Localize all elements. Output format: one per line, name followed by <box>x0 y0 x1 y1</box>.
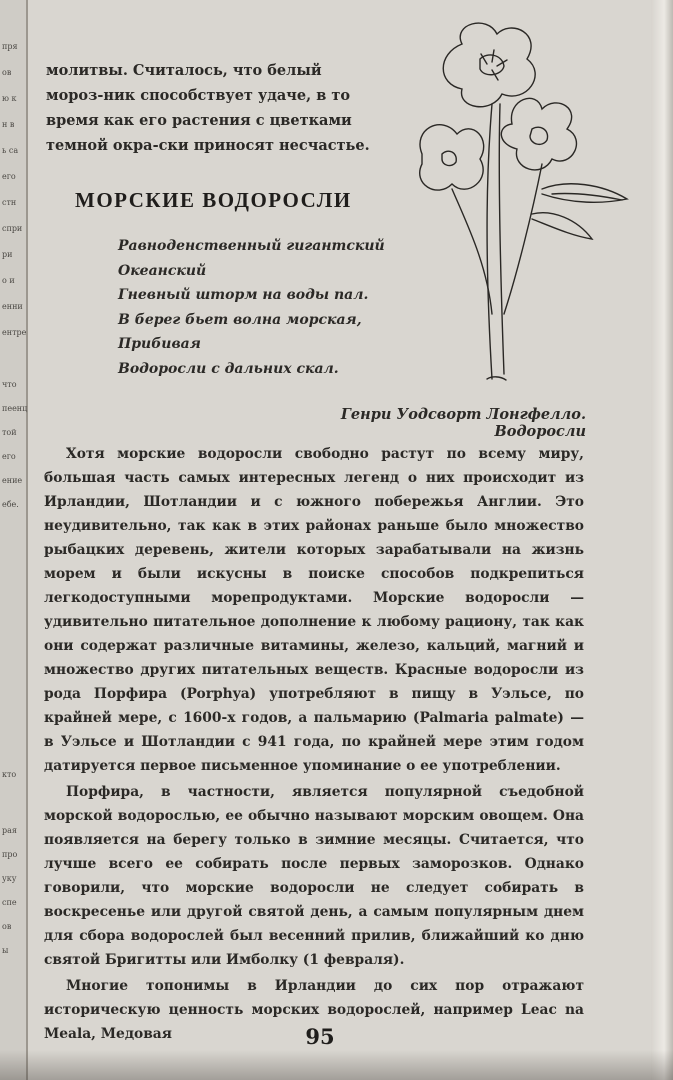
poem-line: Океанский <box>118 262 207 279</box>
poem-attribution: Генри Уодсворт Лонгфелло. Водоросли <box>340 406 586 440</box>
intro-paragraph: молитвы. Считалось, что белый мороз-ник способствует удаче, в то время как его растения с цветками темной окра-ски приносят несчастье. <box>46 62 370 154</box>
facing-page-fragment: спри <box>2 224 23 233</box>
section-title: МОРСКИЕ ВОДОРОСЛИ <box>75 188 352 212</box>
poem-line: В берег бьет волна морская, <box>118 311 362 328</box>
facing-page-edge <box>0 0 28 1080</box>
paragraph: Хотя морские водоросли свободно растут по всему миру, большая часть самых интересных легенд о них происходит из Ирландии, Шотландии и с южного побережья Англии. Это неудивительно, так как в этих районах раньше было множество рыбацких деревень, жители которых зарабатывали на жизнь морем и были искусны в поиске способов подкрепиться легкодоступными морепродуктами. Морские водоросли — удивительно питательное дополнение к любому рациону, так как они содержат различные витамины, железо, кальций, магний и множество других питательных веществ. Красные водоросли из рода Порфира (Porphya) употребляют в пищу в Уэльсе, по крайней мере, с 1600-х годов, а пальмарию (Palmaria palmate) — в Уэльсе и Шотландии с 941 года, по крайней мере этим годом датируется первое письменное упоминание о ее употреблении. <box>44 446 584 774</box>
facing-page-fragment: пеенц <box>2 404 28 413</box>
facing-page-fragment: ь са <box>2 146 19 155</box>
page-shadow <box>0 1050 673 1080</box>
poem-line: Равноденственный гигантский <box>118 238 385 254</box>
paragraph: Многие топонимы в Ирландии до сих пор отражают историческую ценность морских водорослей, например Leac na Meala, Медовая <box>44 978 584 1042</box>
facing-page-fragment: той <box>2 428 17 437</box>
facing-page-fragment: енни <box>2 302 23 311</box>
poem-line: Прибивая <box>118 336 201 352</box>
facing-page-fragment: ентре <box>2 328 27 337</box>
facing-page-fragment: ов <box>2 68 12 77</box>
facing-page-fragment: про <box>2 850 18 859</box>
poem-line: Гневный шторм на воды пал. <box>118 287 369 303</box>
facing-page-fragment: ебе. <box>2 500 19 509</box>
facing-page-fragment: спе <box>2 898 17 907</box>
facing-page-fragment: рая <box>2 826 17 835</box>
paragraph: Порфира, в частности, является популярной съедобной морской водорослью, ее обычно называют морским овощем. Она появляется на берегу только в зимние месяцы. Считается, что лучше всего ее собирать после первых заморозков. Однако говорили, что морские водоросли не следует собирать в воскресенье или другой святой день, а самым популярным днем для сбора водорослей был весенний прилив, ближайший ко дню святой Бригитты или Имболку (1 февраля). <box>44 784 584 968</box>
facing-page-fragment: о и <box>2 276 15 285</box>
facing-page-fragment: стн <box>2 198 17 207</box>
facing-page-fragment: кто <box>2 770 17 779</box>
facing-page-fragment: что <box>2 380 17 389</box>
page-edge <box>651 0 673 1080</box>
page-number: 95 <box>305 1024 335 1049</box>
facing-page-fragment: его <box>2 452 16 461</box>
facing-page-fragment: пря <box>2 42 18 51</box>
facing-page-fragment: ю к <box>2 94 17 103</box>
facing-page-fragment: ов <box>2 922 12 931</box>
poem-epigraph <box>118 234 385 381</box>
facing-page-fragment: уку <box>2 874 17 883</box>
facing-page-fragment: его <box>2 172 16 181</box>
facing-page-fragment: н в <box>2 120 15 129</box>
poem-line: Водоросли с дальних скал. <box>118 360 339 377</box>
facing-page-fragment: ение <box>2 476 23 485</box>
hellebore-flower-illustration <box>392 14 642 394</box>
facing-page-fragment: ри <box>2 250 13 259</box>
body-text <box>44 442 584 1046</box>
facing-page-fragment: ы <box>2 946 9 955</box>
